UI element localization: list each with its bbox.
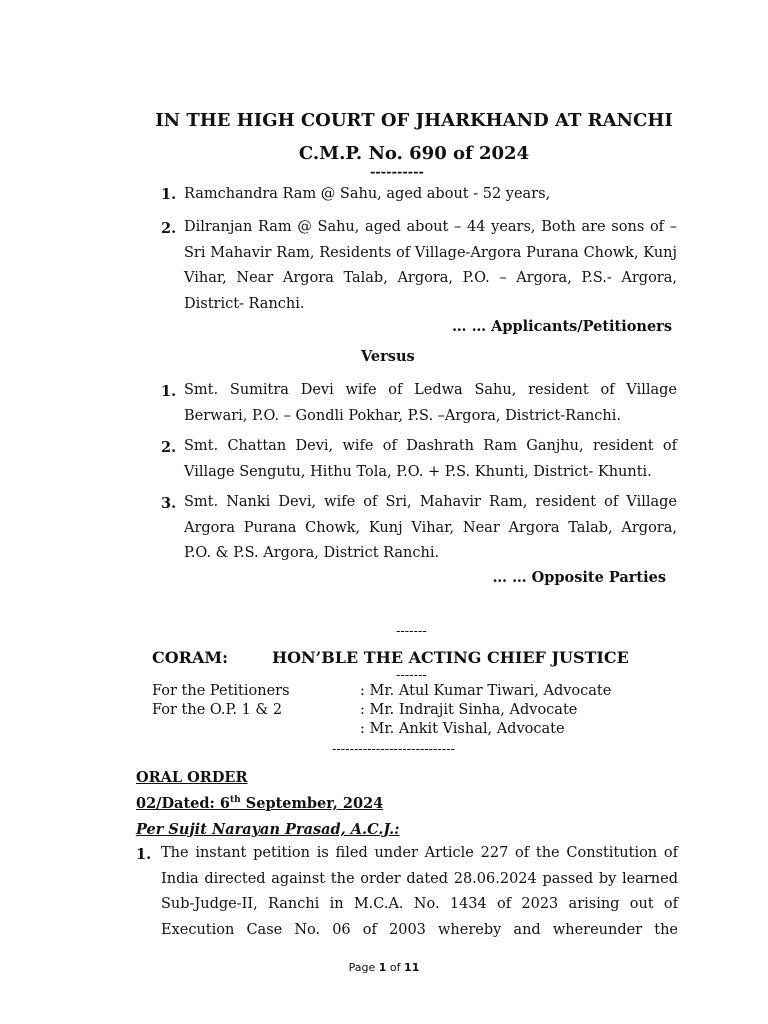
separator: ---------------------------- — [332, 742, 455, 757]
appearance-counsel-3: : Mr. Ankit Vishal, Advocate — [360, 721, 565, 737]
respondent-3-text — [184, 490, 677, 567]
paragraph-1-number: 1. — [136, 846, 152, 863]
petitioner-2-line-3: Vihar, Near Argora Talab, Argora, P.O. – Argora, P.S.- Argora, — [184, 270, 677, 286]
appearance-party-2: For the O.P. 1 & 2 — [152, 702, 283, 718]
respondent-1-number: 1. — [161, 383, 177, 400]
order-date — [136, 795, 383, 812]
order-author: Per Sujit Narayan Prasad, A.C.J.: — [136, 821, 400, 838]
paragraph-1-line-4: Execution Case No. 06 of 2003 whereby and whereunder the — [161, 921, 678, 938]
case-number: C.M.P. No. 690 of 2024 — [298, 143, 530, 164]
respondent-2-number: 2. — [161, 439, 177, 456]
appearance-party-1: For the Petitioners — [152, 683, 290, 699]
order-date-sup: th — [230, 795, 241, 806]
footer-of-word: of — [386, 961, 405, 974]
paragraph-1-text — [161, 841, 678, 943]
order-heading: ORAL ORDER — [136, 769, 248, 786]
paragraph-1-line-2: India directed against the order dated 28.06.2024 passed by learned — [161, 870, 678, 887]
order-date-suffix: September, 2024 — [240, 795, 384, 812]
respondent-3-line-3: P.O. & P.S. Argora, District Ranchi. — [184, 545, 440, 561]
court-title: IN THE HIGH COURT OF JHARKHAND AT RANCHI — [155, 110, 673, 131]
petitioner-1-number: 1. — [161, 186, 177, 203]
respondent-1-line-2: Berwari, P.O. – Gondli Pokhar, P.S. –Argora, District-Ranchi. — [184, 407, 622, 424]
footer-page-number: 1 — [378, 961, 387, 974]
separator: ------- — [396, 624, 427, 639]
respondent-1-text — [184, 378, 677, 429]
footer-page-word: Page — [348, 961, 379, 974]
appearance-counsel-2: : Mr. Indrajit Sinha, Advocate — [360, 702, 578, 718]
appearance-counsel-1: : Mr. Atul Kumar Tiwari, Advocate — [360, 683, 612, 699]
paragraph-1-line-1: The instant petition is filed under Article 227 of the Constitution of — [161, 845, 678, 861]
order-date-prefix: 02/Dated: 6 — [136, 795, 230, 812]
respondent-2-line-1: Smt. Chattan Devi, wife of Dashrath Ram Ganjhu, resident of — [184, 438, 677, 454]
page-footer — [0, 961, 768, 974]
respondent-3-line-2: Argora Purana Chowk, Kunj Vihar, Near Argora Talab, Argora, — [184, 519, 677, 536]
respondent-2-line-2: Village Sengutu, Hithu Tola, P.O. + P.S. Khunti, District- Khunti. — [184, 463, 652, 480]
respondent-3-line-1: Smt. Nanki Devi, wife of Sri, Mahavir Ram, resident of Village — [184, 494, 677, 510]
petitioner-2-line-1: Dilranjan Ram @ Sahu, aged about – 44 years, Both are sons of – — [184, 219, 677, 235]
footer-page-total: 11 — [404, 961, 420, 974]
petitioners-label: … … Applicants/Petitioners — [452, 318, 672, 335]
petitioner-1-text: Ramchandra Ram @ Sahu, aged about - 52 years, — [184, 186, 551, 202]
separator: ------- — [396, 668, 427, 683]
petitioner-2-line-2: Sri Mahavir Ram, Residents of Village-Argora Purana Chowk, Kunj — [184, 244, 677, 261]
petitioner-2-line-4: District- Ranchi. — [184, 295, 305, 312]
respondents-label: … … Opposite Parties — [492, 569, 666, 586]
petitioner-2-text — [184, 215, 677, 317]
paragraph-1-line-3: Sub-Judge-II, Ranchi in M.C.A. No. 1434 of 2023 arising out of — [161, 896, 678, 912]
respondent-1-line-1: Smt. Sumitra Devi wife of Ledwa Sahu, resident of Village — [184, 382, 677, 398]
coram-judge: HON’BLE THE ACTING CHIEF JUSTICE — [272, 648, 629, 667]
respondent-2-text — [184, 434, 677, 485]
separator: ---------- — [370, 165, 424, 180]
versus-label: Versus — [361, 348, 415, 365]
coram-label: CORAM: — [152, 648, 228, 667]
petitioner-2-number: 2. — [161, 220, 177, 237]
respondent-3-number: 3. — [161, 495, 177, 512]
